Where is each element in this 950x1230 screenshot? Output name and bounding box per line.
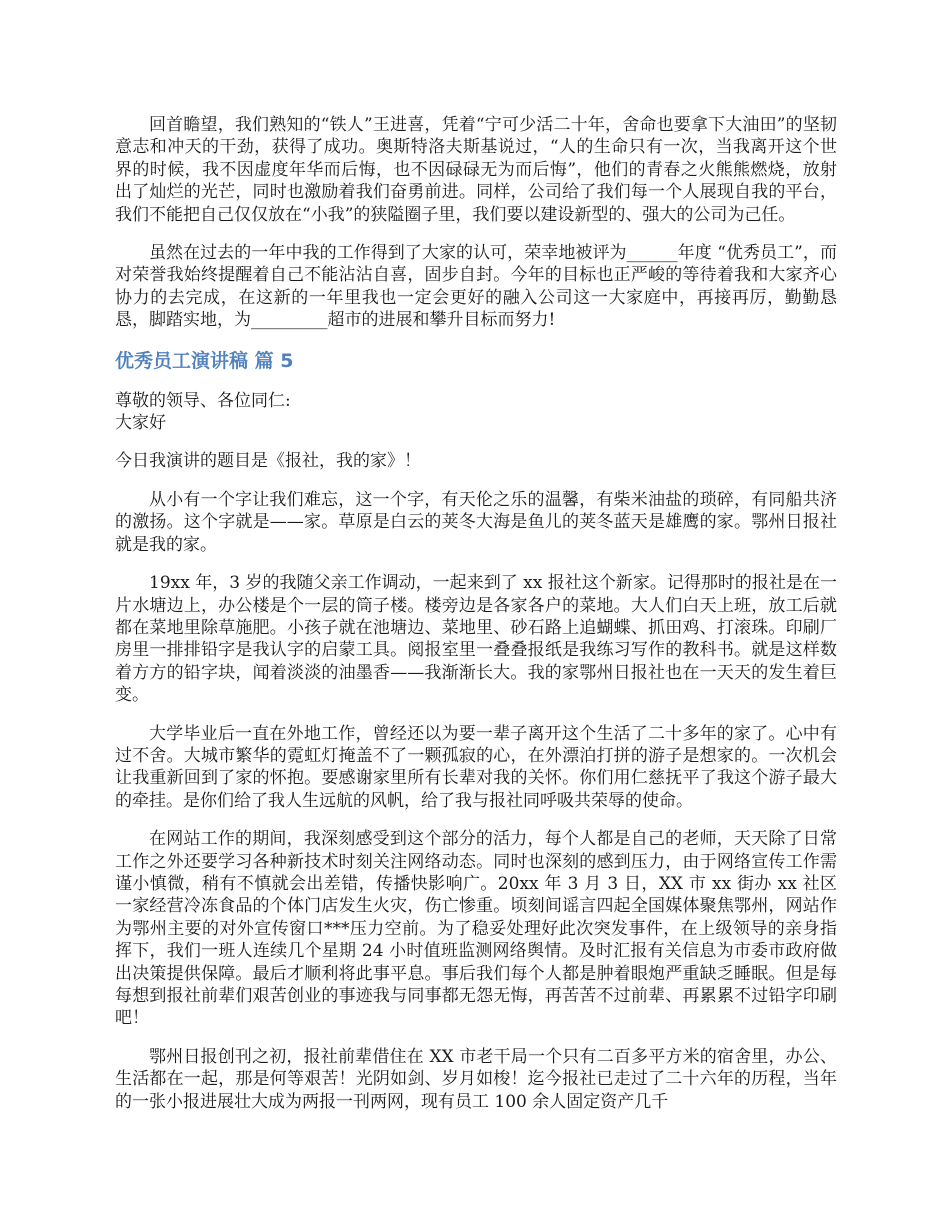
paragraph: 从小有一个字让我们难忘，这一个字，有天伦之乐的温馨，有柴米油盐的琐碎，有同船共济的激扬。这个字就是——家。草原是白云的荚冬大海是鱼儿的荚冬蓝天是雄鹰的家。鄂州日报社就是我的家。 (115, 489, 837, 555)
paragraph: 回首瞻望，我们熟知的“铁人”王进喜，凭着“宁可少活二十年，舍命也要拿下大油田”的坚韧意志和冲天的干劲，获得了成功。奥斯特洛夫斯基说过，“人的生命只有一次，当我离开这个世界的时候，我不因虚度年华而后悔，也不因碌碌无为而后悔”，他们的青春之火熊熊燃烧，放射出了灿烂的光芒，同时也激励着我们奋勇前进。同样，公司给了我们每一个人展现自我的平台，我们不能把自己仅仅放在“小我”的狭隘圈子里，我们要以建设新型的、强大的公司为己任。 (115, 115, 837, 225)
salutation: 尊敬的领导、各位同仁: (115, 390, 291, 411)
speech-topic: 今日我演讲的题目是《报社，我的家》！ (115, 451, 421, 472)
paragraph: 鄂州日报创刊之初，报社前辈借住在 XX 市老干局一个只有二百多平方米的宿舍里，办公、生活都在一起，那是何等艰苦！光阴如剑、岁月如梭！迄今报社已走过了二十六年的历程，当年的一张小报进展壮大成为两报一刊两网，现有员工 100 余人固定资产几千 (115, 1046, 837, 1112)
greeting: 大家好 (115, 413, 166, 434)
document-body (115, 114, 837, 1113)
section-heading: 优秀员工演讲稿 篇 5 (115, 349, 294, 372)
paragraph: 19xx 年，3 岁的我随父亲工作调动，一起来到了 xx 报社这个新家。记得那时的报社是在一片水塘边上，办公楼是个一层的筒子楼。楼旁边是各家各户的菜地。大人们白天上班，放工后就都在菜地里除草施肥。小孩子就在池塘边、菜地里、砂石路上追蝴蝶、抓田鸡、打滚珠。印刷厂房里一排排铅字是我认字的启蒙工具。阅报室里一叠叠报纸是我练习写作的教科书。就是这样数着方方的铅字块，闻着淡淡的油墨香——我渐渐长大。我的家鄂州日报社也在一天天的发生着巨变。 (115, 573, 837, 706)
paragraph: 大学毕业后一直在外地工作，曾经还以为要一辈子离开这个生活了二十多年的家了。心中有过不舍。大城市繁华的霓虹灯掩盖不了一颗孤寂的心，在外漂泊打拼的游子是想家的。一次机会让我重新回到了家的怀抱。要感谢家里所有长辈对我的关怀。你们用仁慈抚平了我这个游子最大的牵挂。是你们给了我人生远航的风帆，给了我与报社同呼吸共荣辱的使命。 (115, 723, 837, 811)
paragraph: 在网站工作的期间，我深刻感受到这个部分的活力，每个人都是自己的老师，天天除了日常工作之外还要学习各种新技术时刻关注网络动态。同时也深刻的感到压力，由于网络宣传工作需谨小慎微，稍有不慎就会出差错，传播快影响广。20xx 年 3 月 3 日，XX 市 xx 街办 xx 社区一家经营冷冻食品的个体门店发生火灾，伤亡惨重。顷刻间谣言四起全国媒体聚焦鄂州，网站作为鄂州主要的对外宣传窗口***压力空前。为了稳妥处理好此次突发事件，在上级领导的亲身指挥下，我们一班人连续几个星期 24 小时值班监测网络舆情。及时汇报有关信息为市委市政府做出决策提供保障。最后才顺利将此事平息。事后我们每个人都是肿着眼炮严重缺乏睡眠。但是每每想到报社前辈们艰苦创业的事迹我与同事都无怨无悔，再苦苦不过前辈、再累累不过铅字印刷吧！ (115, 829, 837, 1029)
paragraph: 虽然在过去的一年中我的工作得到了大家的认可，荣幸地被评为______年度 “优秀员工”，而对荣誉我始终提醒着自己不能沾沾自喜，固步自封。今年的目标也正严峻的等待着我和大家齐心协力的去完成，在这新的一年里我也一定会更好的融入公司这一大家庭中，再接再厉，勤勤恳恳，脚踏实地，为_________超市的进展和攀升目标而努力! (115, 243, 837, 331)
